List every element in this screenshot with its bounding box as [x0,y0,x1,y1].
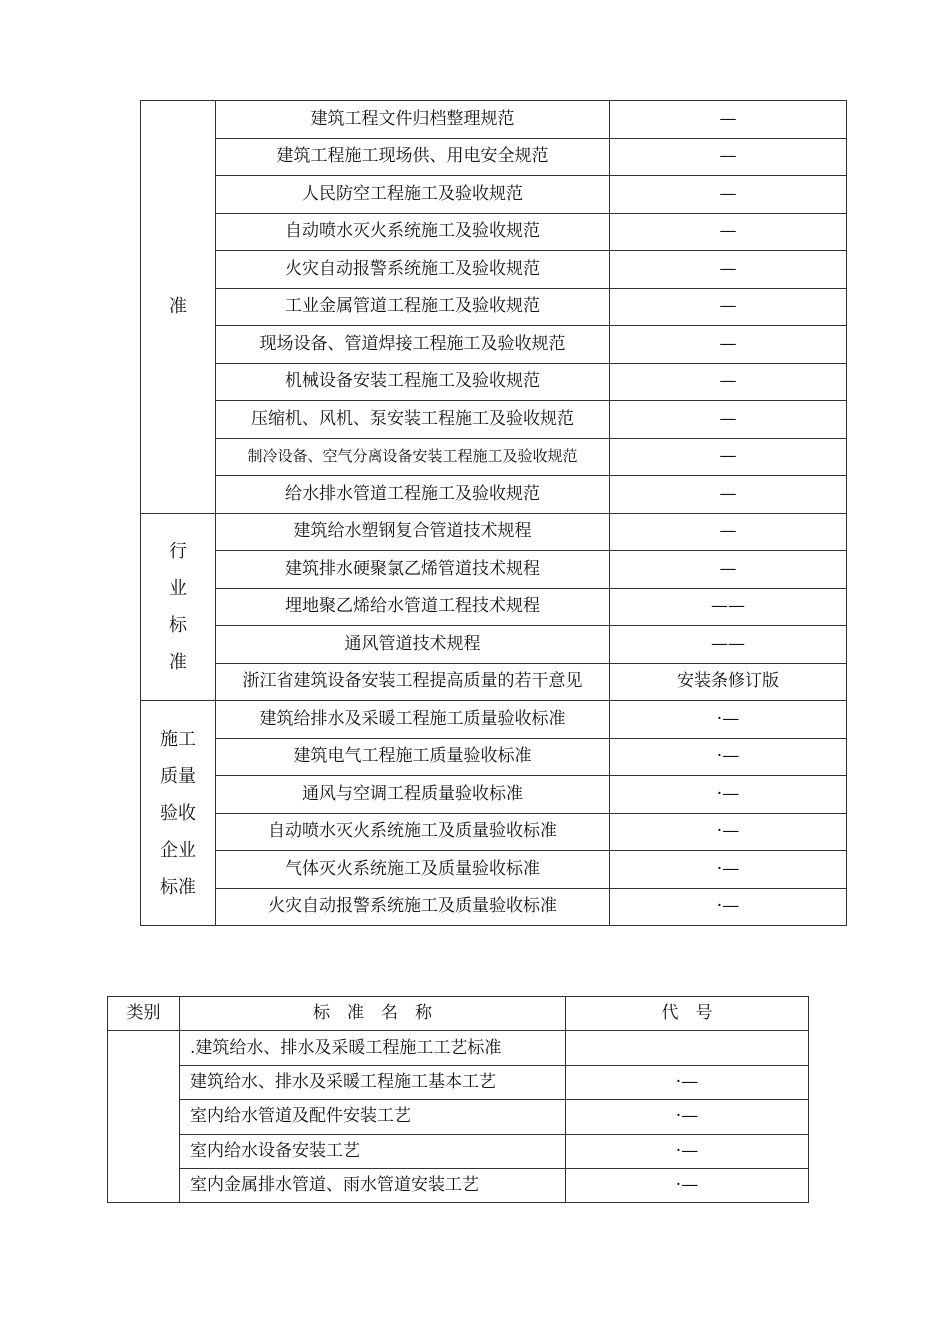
standard-name: 自动喷水灭火系统施工及验收规范 [216,213,610,251]
standard-name: 火灾自动报警系统施工及验收规范 [216,251,610,289]
standard-code: — [610,363,847,401]
standard-name: .建筑给水、排水及采暖工程施工工艺标准 [180,1031,566,1065]
standard-name: 制冷设备、空气分离设备安装工程施工及验收规范 [216,438,610,476]
table-row [141,888,847,926]
table-row [141,401,847,439]
standard-name: 压缩机、风机、泵安装工程施工及验收规范 [216,401,610,439]
table-row [141,626,847,664]
standard-name: 建筑工程文件归档整理规范 [216,101,610,139]
standard-code: ·— [610,813,847,851]
table-row [141,213,847,251]
table-row [141,663,847,701]
category-line: 质量 [160,765,196,787]
standard-name: 建筑电气工程施工质量验收标准 [216,738,610,776]
table-row [141,176,847,214]
standard-code: ·— [610,701,847,739]
table-row [141,476,847,514]
standard-name: 建筑工程施工现场供、用电安全规范 [216,138,610,176]
standard-name: 机械设备安装工程施工及验收规范 [216,363,610,401]
standard-code: ·— [610,776,847,814]
standard-name: 室内给水设备安装工艺 [180,1134,566,1168]
category-cell [141,513,216,701]
category-line: 标 [169,614,187,636]
standard-code: ·— [566,1168,809,1202]
table-row [108,1100,809,1134]
category-line: 验收 [160,802,196,824]
table-row [141,588,847,626]
table-row [141,363,847,401]
standards-table [140,100,847,926]
standard-code: ·— [610,851,847,889]
category-cell [108,1031,180,1203]
process-standards-table-body [108,997,809,1203]
table-header-row [108,997,809,1031]
standard-code: — [610,476,847,514]
process-standards-table [107,996,809,1203]
table-row [141,551,847,589]
standard-name: 建筑排水硬聚氯乙烯管道技术规程 [216,551,610,589]
table-row [141,776,847,814]
header-code: 代 号 [566,997,809,1031]
standard-name: 建筑给水、排水及采暖工程施工基本工艺 [180,1065,566,1099]
table-row [108,1031,809,1065]
table-row [141,701,847,739]
standard-code: — [610,138,847,176]
header-category: 类别 [108,997,180,1031]
standard-code: — [610,551,847,589]
standard-code: — [610,288,847,326]
table-row [141,138,847,176]
standard-name: 给水排水管道工程施工及验收规范 [216,476,610,514]
category-line: 企业 [160,839,196,861]
standard-name: 现场设备、管道焊接工程施工及验收规范 [216,326,610,364]
standard-name: 室内金属排水管道、雨水管道安装工艺 [180,1168,566,1202]
category-line: 标准 [160,876,196,898]
standard-name: 室内给水管道及配件安装工艺 [180,1100,566,1134]
standard-name: 浙江省建筑设备安装工程提高质量的若干意见 [216,663,610,701]
category-line: 施工 [160,728,196,750]
table-row [141,101,847,139]
table-row [108,1168,809,1202]
category-line: 准 [169,651,187,673]
table-row [108,1065,809,1099]
category-cell [141,101,216,514]
table-row [141,326,847,364]
standard-code: — [610,438,847,476]
category-line: 准 [169,296,187,318]
standard-code: — [610,176,847,214]
standard-code: ·— [566,1134,809,1168]
standard-code: 安装条修订版 [610,663,847,701]
header-name: 标 准 名 称 [180,997,566,1031]
table-row [141,738,847,776]
standard-code [566,1031,809,1065]
standard-code: —— [610,588,847,626]
standard-code: —— [610,626,847,664]
standard-code: — [610,513,847,551]
standard-code: — [610,101,847,139]
standard-name: 自动喷水灭火系统施工及质量验收标准 [216,813,610,851]
standard-code: ·— [566,1065,809,1099]
standard-code: ·— [610,888,847,926]
standard-code: — [610,326,847,364]
standard-code: ·— [566,1100,809,1134]
category-line: 业 [169,577,187,599]
standard-name: 埋地聚乙烯给水管道工程技术规程 [216,588,610,626]
standard-code: — [610,401,847,439]
standard-code: — [610,251,847,289]
standard-code: ·— [610,738,847,776]
table-row [141,438,847,476]
standards-table-body [141,101,847,926]
table-row [141,288,847,326]
standard-name: 建筑给水塑钢复合管道技术规程 [216,513,610,551]
category-line: 行 [169,540,187,562]
table-row [141,851,847,889]
standard-code: — [610,213,847,251]
category-cell [141,701,216,926]
table-row [141,813,847,851]
table-row [108,1134,809,1168]
standard-name: 人民防空工程施工及验收规范 [216,176,610,214]
standard-name: 气体灭火系统施工及质量验收标准 [216,851,610,889]
standard-name: 通风与空调工程质量验收标准 [216,776,610,814]
table-row [141,513,847,551]
standard-name: 通风管道技术规程 [216,626,610,664]
standard-name: 建筑给排水及采暖工程施工质量验收标准 [216,701,610,739]
standard-name: 工业金属管道工程施工及验收规范 [216,288,610,326]
table-row [141,251,847,289]
standard-name: 火灾自动报警系统施工及质量验收标准 [216,888,610,926]
